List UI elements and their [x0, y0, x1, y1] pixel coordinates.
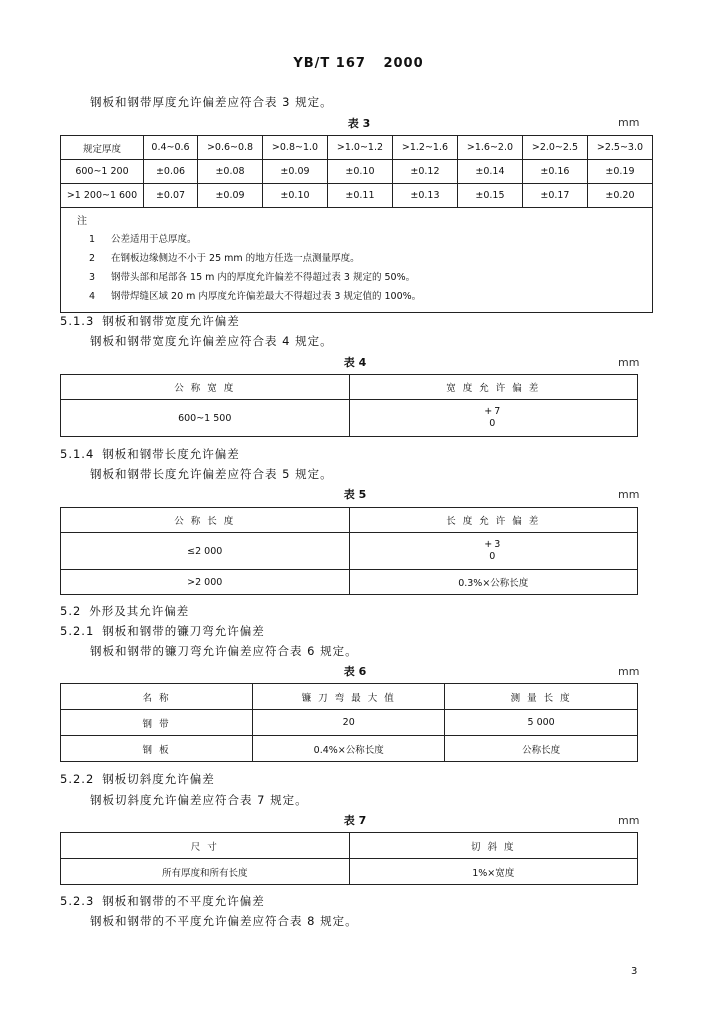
table5 — [60, 507, 638, 595]
section-5-2-1-text: 钢板和钢带的镰刀弯允许偏差应符合表 6 规定。 — [90, 644, 358, 658]
section-5-1-4-text: 钢板和钢带长度允许偏差应符合表 5 规定。 — [90, 467, 333, 481]
table-cell: ±0.20 — [587, 184, 652, 208]
tolerance-lower: 0 — [489, 551, 498, 562]
table-cell: 所有厚度和所有长度 — [61, 859, 350, 885]
table3-header-cell: >0.6~0.8 — [198, 136, 263, 160]
table6 — [60, 683, 638, 762]
table-cell — [349, 533, 638, 570]
table5-header-row — [61, 508, 638, 533]
table6-header-cell: 测 量 长 度 — [445, 684, 638, 710]
table3-unit: mm — [618, 116, 640, 129]
section-5-1-3-text: 钢板和钢带宽度允许偏差应符合表 4 规定。 — [90, 334, 333, 348]
note-item: 4 钢带焊缝区域 20 m 内厚度允许偏差最大不得超过表 3 规定值的 100%。 — [89, 291, 422, 302]
table-cell: ±0.11 — [327, 184, 392, 208]
table-cell: 公称长度 — [445, 736, 638, 762]
table-cell — [349, 400, 638, 437]
tolerance-upper: +7 — [484, 406, 503, 417]
table3-header-cell: 规定厚度 — [61, 136, 144, 160]
table3-header-cell: >2.0~2.5 — [522, 136, 587, 160]
table3-header-cell: >1.6~2.0 — [457, 136, 522, 160]
table-row — [61, 533, 638, 570]
table4-unit: mm — [618, 356, 640, 369]
table-cell: ±0.10 — [263, 184, 328, 208]
table-cell: ±0.06 — [144, 160, 198, 184]
table3-notes-row — [61, 208, 653, 313]
table6-header-cell: 镰 刀 弯 最 大 值 — [253, 684, 445, 710]
table5-header-cell: 长 度 允 许 偏 差 — [349, 508, 638, 533]
table5-header-cell: 公 称 长 度 — [61, 508, 350, 533]
table3-notes — [61, 208, 653, 313]
table3-caption: 表 3 — [347, 117, 371, 130]
table-row — [61, 570, 638, 595]
table7-header-cell: 切 斜 度 — [349, 833, 638, 859]
table-row — [61, 859, 638, 885]
table-cell: >2 000 — [61, 570, 350, 595]
table-cell: ±0.12 — [392, 160, 457, 184]
standard-code: YB/T 167 — [293, 56, 366, 71]
table-cell: ±0.08 — [198, 160, 263, 184]
table-cell: ±0.15 — [457, 184, 522, 208]
table5-unit: mm — [618, 488, 640, 501]
section-5-1-3-heading: 5.1.3 钢板和钢带宽度允许偏差 — [60, 314, 240, 328]
table-cell: ±0.19 — [587, 160, 652, 184]
table3-header-cell: >1.0~1.2 — [327, 136, 392, 160]
table6-caption: 表 6 — [343, 665, 367, 678]
table4-caption: 表 4 — [343, 356, 367, 369]
table-cell: ±0.10 — [327, 160, 392, 184]
table3-header-cell: >0.8~1.0 — [263, 136, 328, 160]
table-cell: 钢 板 — [61, 736, 253, 762]
table-cell: 600~1 500 — [61, 400, 350, 437]
note-item: 1 公差适用于总厚度。 — [89, 234, 197, 245]
table3-header-row — [61, 136, 653, 160]
table-row — [61, 710, 638, 736]
tolerance-upper: +3 — [484, 539, 503, 550]
table-row — [61, 160, 653, 184]
notes-title: 注 — [77, 216, 87, 227]
table-cell: 钢 带 — [61, 710, 253, 736]
table7-header-cell: 尺 寸 — [61, 833, 350, 859]
page-number: 3 — [631, 966, 638, 977]
table-cell: 600~1 200 — [61, 160, 144, 184]
table-cell: 20 — [253, 710, 445, 736]
table-cell: ±0.14 — [457, 160, 522, 184]
standard-year: 2000 — [383, 56, 424, 71]
table3-header-cell: >2.5~3.0 — [587, 136, 652, 160]
note-item: 3 钢带头部和尾部各 15 m 内的厚度允许偏差不得超过表 3 规定的 50%。 — [89, 272, 416, 283]
table-cell: ±0.09 — [198, 184, 263, 208]
table-row — [61, 184, 653, 208]
section-5-2-1-heading: 5.2.1 钢板和钢带的镰刀弯允许偏差 — [60, 624, 265, 638]
table7-caption: 表 7 — [343, 814, 367, 827]
table-cell: ±0.07 — [144, 184, 198, 208]
table7-header-row — [61, 833, 638, 859]
table-cell: 0.4%×公称长度 — [253, 736, 445, 762]
section-5-2-3-heading: 5.2.3 钢板和钢带的不平度允许偏差 — [60, 894, 265, 908]
note-item: 2 在钢板边缘侧边不小于 25 mm 的地方任选一点测量厚度。 — [89, 253, 360, 264]
table4-header-cell: 公 称 宽 度 — [61, 375, 350, 400]
table-cell: ±0.09 — [263, 160, 328, 184]
table-cell: ≤2 000 — [61, 533, 350, 570]
table6-header-row — [61, 684, 638, 710]
page-header — [0, 56, 717, 71]
table-cell: 1%×宽度 — [349, 859, 638, 885]
table3-header-cell: 0.4~0.6 — [144, 136, 198, 160]
table4-header-row — [61, 375, 638, 400]
table3-header-cell: >1.2~1.6 — [392, 136, 457, 160]
table-row — [61, 736, 638, 762]
table-cell: 0.3%×公称长度 — [349, 570, 638, 595]
section-5-1-4-heading: 5.1.4 钢板和钢带长度允许偏差 — [60, 447, 240, 461]
table-cell: ±0.17 — [522, 184, 587, 208]
table4-header-cell: 宽 度 允 许 偏 差 — [349, 375, 638, 400]
table-cell: >1 200~1 600 — [61, 184, 144, 208]
table-cell: ±0.16 — [522, 160, 587, 184]
section-5-2-heading: 5.2 外形及其允许偏差 — [60, 604, 190, 618]
table5-caption: 表 5 — [343, 488, 367, 501]
section-5-2-3-text: 钢板和钢带的不平度允许偏差应符合表 8 规定。 — [90, 914, 358, 928]
table-cell: 5 000 — [445, 710, 638, 736]
table-row — [61, 400, 638, 437]
section-5-2-2-heading: 5.2.2 钢板切斜度允许偏差 — [60, 772, 215, 786]
section-5-2-2-text: 钢板切斜度允许偏差应符合表 7 规定。 — [90, 793, 308, 807]
table6-unit: mm — [618, 665, 640, 678]
table4 — [60, 374, 638, 437]
table-cell: ±0.13 — [392, 184, 457, 208]
table6-header-cell: 名 称 — [61, 684, 253, 710]
tolerance-lower: 0 — [489, 418, 498, 429]
table7-unit: mm — [618, 814, 640, 827]
table7 — [60, 832, 638, 885]
intro-table3: 钢板和钢带厚度允许偏差应符合表 3 规定。 — [90, 95, 333, 109]
table3 — [60, 135, 653, 313]
